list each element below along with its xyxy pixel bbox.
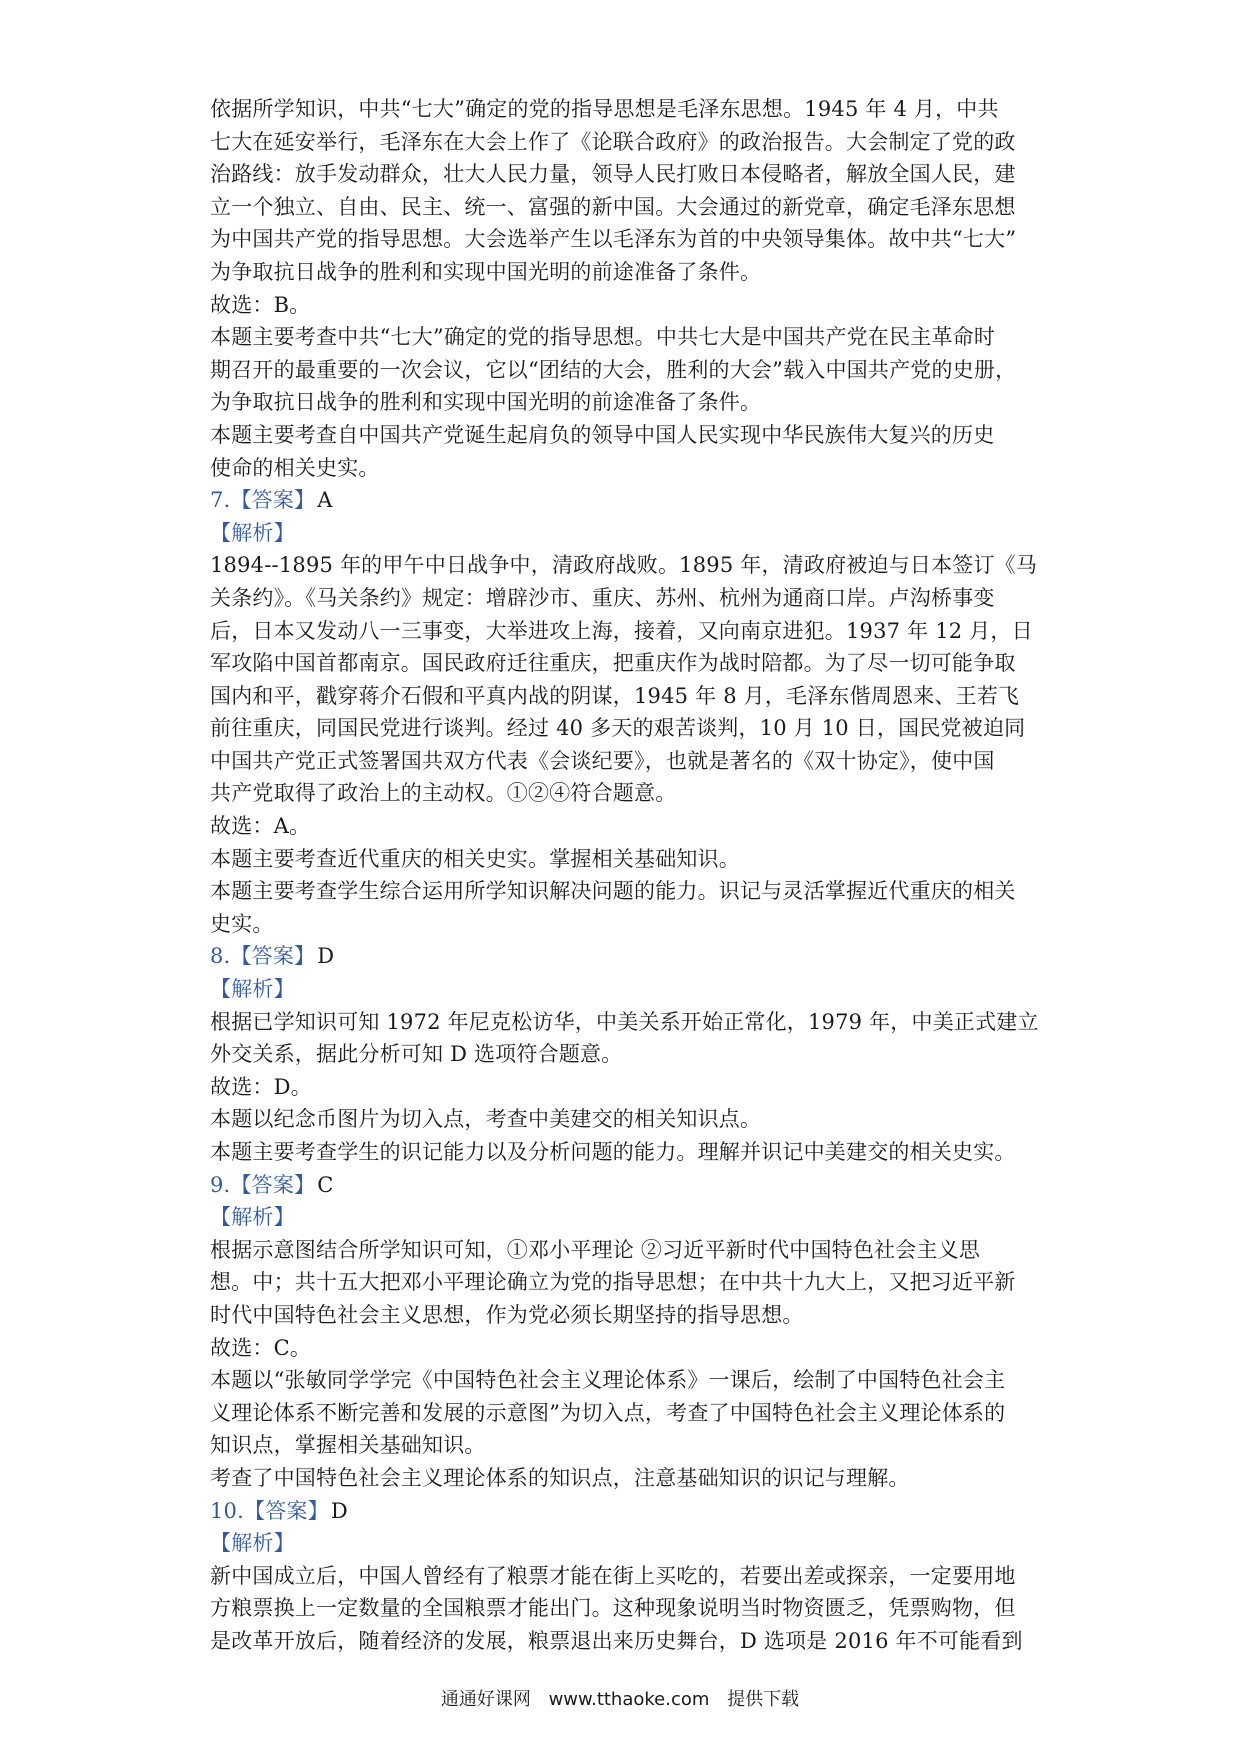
answer-line (210, 1169, 1050, 1202)
text-line: 外交关系，据此分析可知 D 选项符合题意。 (210, 1042, 623, 1067)
text-line: 七大在延安举行，毛泽东在大会上作了《论联合政府》的政治报告。大会制定了党的政 (210, 129, 1016, 154)
question-number: 10. (210, 1498, 244, 1523)
text-line: 本题主要考查学生综合运用所学知识解决问题的能力。识记与灵活掌握近代重庆的相关 (210, 879, 1016, 904)
text-line: 时代中国特色社会主义思想，作为党必须长期坚持的指导思想。 (210, 1302, 804, 1327)
footer-note: 提供下载 (727, 1689, 800, 1710)
answer-tag: 【答案】 (230, 1172, 316, 1197)
answer-value: A (317, 488, 333, 513)
text-line: 义理论体系不断完善和发展的示意图”为切入点，考查了中国特色社会主义理论体系的 (210, 1400, 1006, 1425)
text-line: 新中国成立后，中国人曾经有了粮票才能在街上买吃的，若要出差或探亲，一定要用地 (210, 1563, 1016, 1588)
text-line: 本题以“张敏同学学完《中国特色社会主义理论体系》一课后，绘制了中国特色社会主 (210, 1368, 1006, 1393)
text-line: 国内和平，戳穿蒋介石假和平真内战的阴谋，1945 年 8 月，毛泽东偕周恩来、王若飞 (210, 683, 1020, 708)
text-line: 期召开的最重要的一次会议，它以“团结的大会，胜利的大会”载入中国共产党的史册， (210, 357, 1017, 382)
question-number: 8. (210, 944, 231, 969)
answer-tag: 【答案】 (230, 944, 316, 969)
answer-value: D (317, 944, 335, 969)
footer-url[interactable]: www.tthaoke.com (548, 1689, 710, 1710)
text-line: 关条约》。《马关条约》规定：增辟沙市、重庆、苏州、杭州为通商口岸。卢沟桥事变 (210, 585, 995, 610)
text-line: 想。中；共十五大把邓小平理论确立为党的指导思想；在中共十九大上，又把习近平新 (210, 1270, 1016, 1295)
text-line: 故选：A。 (210, 814, 311, 839)
text-line: 后，日本又发动八一三事变，大举进攻上海，接着，又向南京进犯。1937 年 12 月，日 (210, 618, 1033, 643)
answer-value: C (317, 1172, 334, 1197)
text-line: 故选：C。 (210, 1335, 312, 1360)
text-line: 依据所学知识，中共“七大”确定的党的指导思想是毛泽东思想。1945 年 4 月，中共 (210, 97, 999, 121)
text-line: 为争取抗日战争的胜利和实现中国光明的前途准备了条件。 (210, 259, 762, 284)
text-line: 故选：B。 (210, 292, 311, 317)
text-line: 考查了中国特色社会主义理论体系的知识点，注意基础知识的识记与理解。 (210, 1465, 910, 1490)
text-line: 前往重庆，同国民党进行谈判。经过 40 多天的艰苦谈判，10 月 10 日，国民党被迫同 (210, 716, 1026, 741)
text-line: 是改革开放后，随着经济的发展，粮票退出来历史舞台，D 选项是 2016 年不可能看到 (210, 1628, 1023, 1653)
text-line: 故选：D。 (210, 1074, 312, 1099)
question-number: 7. (210, 488, 231, 513)
footer-site-name: 通通好课网 (440, 1689, 531, 1710)
analysis-heading: 【解析】 (210, 977, 295, 1002)
text-line: 方粮票换上一定数量的全国粮票才能出门。这种现象说明当时物资匮乏，凭票购物，但 (210, 1596, 1016, 1621)
answer-line (210, 484, 1050, 517)
answer-line (210, 1495, 1050, 1528)
text-line: 本题以纪念币图片为切入点，考查中美建交的相关知识点。 (210, 1107, 762, 1132)
analysis-heading: 【解析】 (210, 1205, 295, 1230)
text-line: 使命的相关史实。 (210, 455, 380, 480)
text-line: 史实。 (210, 911, 274, 936)
text-line: 立一个独立、自由、民主、统一、富强的新中国。大会通过的新党章，确定毛泽东思想 (210, 194, 1016, 219)
text-line: 根据示意图结合所学知识可知，①邓小平理论 ②习近平新时代中国特色社会主义思 (210, 1237, 981, 1262)
text-line: 本题主要考查近代重庆的相关史实。掌握相关基础知识。 (210, 846, 740, 871)
text-line: 治路线：放手发动群众，壮大人民力量，领导人民打败日本侵略者，解放全国人民，建 (210, 162, 1016, 187)
text-line: 军攻陷中国首都南京。国民政府迁往重庆，把重庆作为战时陪都。为了尽一切可能争取 (210, 651, 1016, 676)
document-body (210, 93, 1050, 1658)
text-line: 为争取抗日战争的胜利和实现中国光明的前途准备了条件。 (210, 390, 762, 415)
answer-line (210, 940, 1050, 973)
answer-tag: 【答案】 (230, 488, 316, 513)
answer-value: D (330, 1498, 348, 1523)
text-line: 知识点，掌握相关基础知识。 (210, 1433, 486, 1458)
text-line: 中国共产党正式签署国共双方代表《会谈纪要》，也就是著名的《双十协定》，使中国 (210, 748, 995, 773)
text-line: 本题主要考查自中国共产党诞生起肩负的领导中国人民实现中华民族伟大复兴的历史 (210, 422, 995, 447)
text-line: 根据已学知识可知 1972 年尼克松访华，中美关系开始正常化，1979 年，中美正式建立 (210, 1009, 1039, 1034)
text-line: 共产党取得了政治上的主动权。①②④符合题意。 (210, 781, 677, 806)
text-line: 为中国共产党的指导思想。大会选举产生以毛泽东为首的中央领导集体。故中共“七大” (210, 227, 1017, 252)
analysis-heading: 【解析】 (210, 520, 295, 545)
analysis-heading: 【解析】 (210, 1531, 295, 1556)
text-line: 本题主要考查学生的识记能力以及分析问题的能力。理解并识记中美建交的相关史实。 (210, 1140, 1016, 1164)
text-line: 1894--1895 年的甲午中日战争中，清政府战败。1895 年，清政府被迫与日本签订《马 (210, 553, 1038, 578)
answer-tag: 【答案】 (244, 1498, 329, 1523)
question-number: 9. (210, 1172, 231, 1197)
page-footer (0, 1685, 1240, 1711)
text-line: 本题主要考查中共“七大”确定的党的指导思想。中共七大是中国共产党在民主革命时 (210, 325, 996, 350)
